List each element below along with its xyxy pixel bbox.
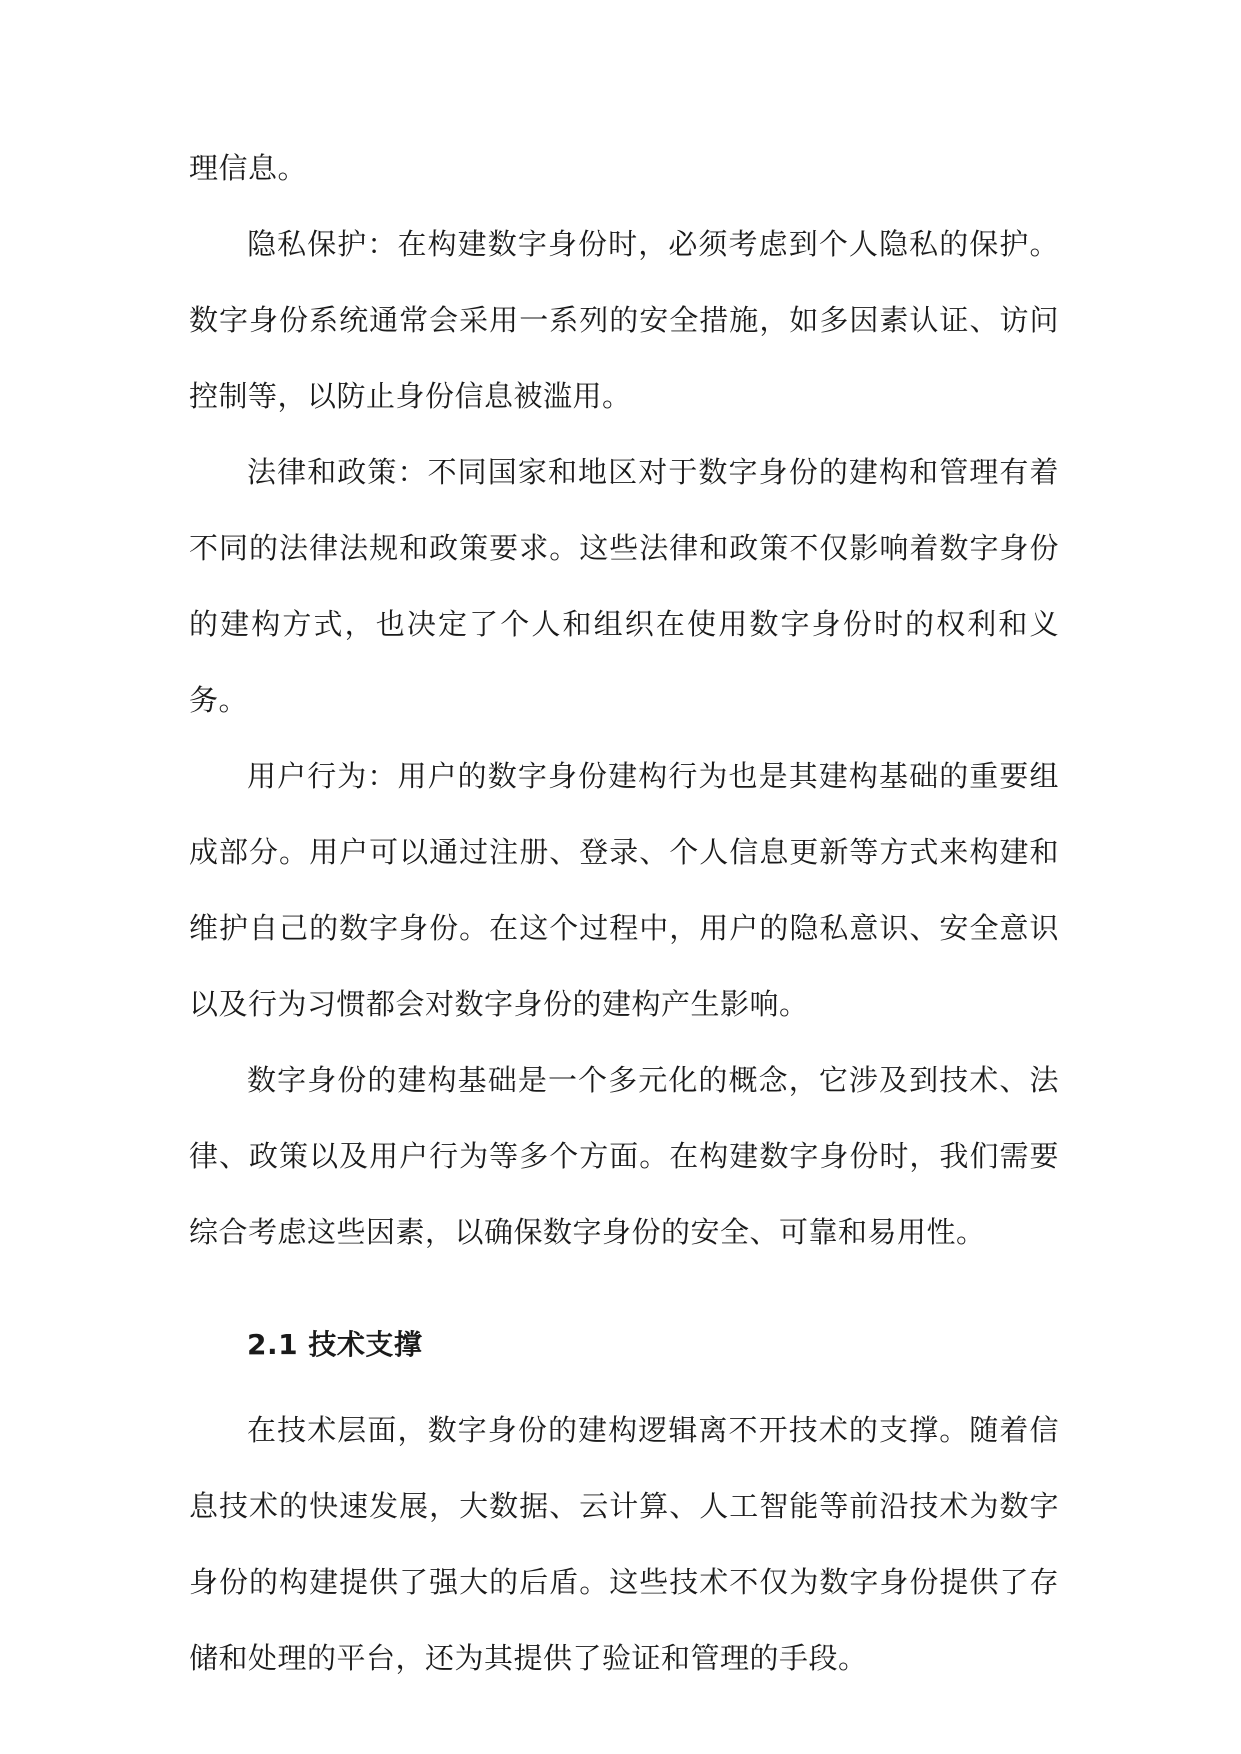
section-heading: 2.1 技术支撑 — [247, 1328, 423, 1361]
continued-paragraph: 理信息。 — [189, 151, 308, 185]
paragraph-privacy: 隐私保护：在构建数字身份时，必须考虑到个人隐私的保护。数字身份系统通常会采用一系列的安全措施，如多因素认证、访问控制等，以防止身份信息被滥用。 — [189, 227, 1059, 413]
document-page — [189, 130, 1059, 1696]
paragraph-law-policy: 法律和政策：不同国家和地区对于数字身份的建构和管理有着不同的法律法规和政策要求。这些法律和政策不仅影响着数字身份的建构方式，也决定了个人和组织在使用数字身份时的权利和义务。 — [189, 455, 1059, 717]
paragraph-user-behavior: 用户行为：用户的数字身份建构行为也是其建构基础的重要组成部分。用户可以通过注册、登录、个人信息更新等方式来构建和维护自己的数字身份。在这个过程中，用户的隐私意识、安全意识以及行为习惯都会对数字身份的建构产生影响。 — [189, 759, 1059, 1021]
paragraph-summary: 数字身份的建构基础是一个多元化的概念，它涉及到技术、法律、政策以及用户行为等多个方面。在构建数字身份时，我们需要综合考虑这些因素，以确保数字身份的安全、可靠和易用性。 — [189, 1063, 1059, 1249]
paragraph-tech-support: 在技术层面，数字身份的建构逻辑离不开技术的支撑。随着信息技术的快速发展，大数据、云计算、人工智能等前沿技术为数字身份的构建提供了强大的后盾。这些技术不仅为数字身份提供了存储和处理的平台，还为其提供了验证和管理的手段。 — [189, 1413, 1059, 1675]
